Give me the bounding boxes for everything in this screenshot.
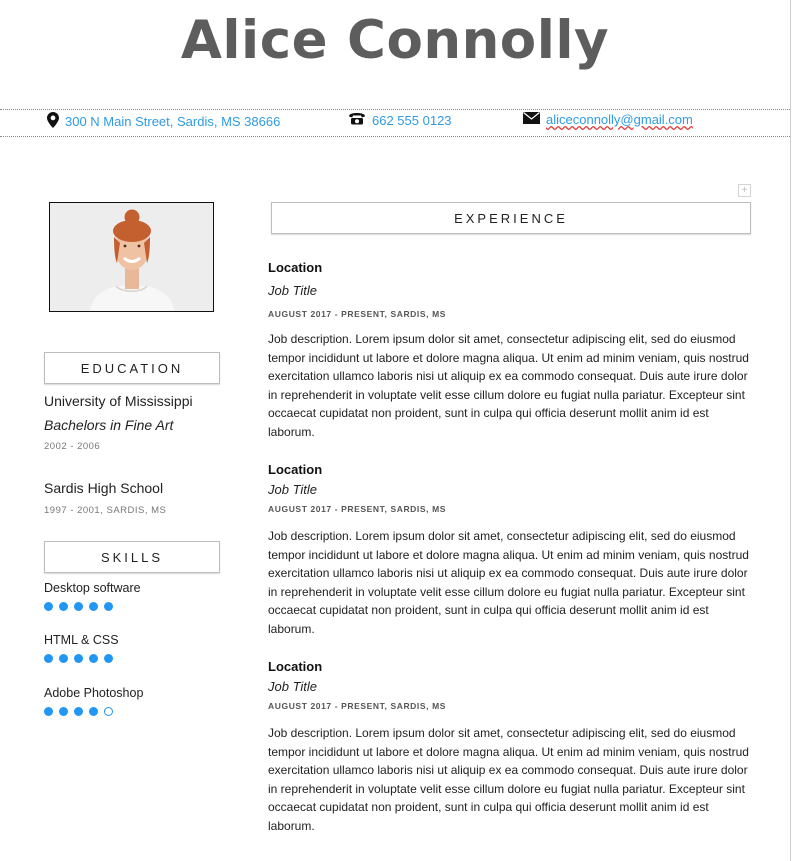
profile-photo <box>49 202 214 312</box>
skill-rating-3 <box>44 707 113 716</box>
education-heading: EDUCATION <box>44 352 220 384</box>
contact-address[interactable] <box>47 112 280 131</box>
skill-name-3: Adobe Photoshop <box>44 686 144 700</box>
resume-name: Alice Connolly <box>180 10 610 71</box>
skill-name-1: Desktop software <box>44 581 141 595</box>
contact-row <box>0 112 790 134</box>
rating-dot-filled <box>59 707 68 716</box>
education-degree-1: Bachelors in Fine Art <box>44 417 174 433</box>
map-pin-icon <box>47 112 59 131</box>
page-edge <box>790 0 791 861</box>
rating-dot-filled <box>44 707 53 716</box>
job-location-1: Location <box>268 260 323 275</box>
envelope-icon <box>523 112 540 127</box>
phone-icon <box>348 112 366 128</box>
job-location-2: Location <box>268 462 323 477</box>
contact-phone[interactable] <box>348 112 452 128</box>
skills-heading: SKILLS <box>44 541 220 573</box>
job-date-3: AUGUST 2017 - PRESENT, SARDIS, MS <box>268 701 447 711</box>
education-school-2: Sardis High School <box>44 480 164 496</box>
skill-name-2: HTML & CSS <box>44 633 119 647</box>
address-text: 300 N Main Street, Sardis, MS 38666 <box>65 114 281 129</box>
skill-rating-2 <box>44 654 113 663</box>
rating-dot-filled <box>104 602 113 611</box>
job-description-2: Job description. Lorem ipsum dolor sit amet, consectetur adipiscing elit, sed do eiusmod tempor incididunt ut labore et dolore magna aliqua. Ut enim ad minim veniam, quis nostrud exercitation ullamco laboris nisi ut aliquip ex ea commodo consequat. Duis aute irure dolor in reprehenderit in voluptate velit esse cillum dolore eu fugiat nulla pariatur. Excepteur sint occaecat cupidatat non proident, sunt in culpa qui officia deserunt mollit anim id est laborum. <box>268 529 749 636</box>
job-date-2: AUGUST 2017 - PRESENT, SARDIS, MS <box>268 504 447 514</box>
rating-dot-empty <box>104 707 113 716</box>
rating-dot-filled <box>74 707 83 716</box>
rating-dot-filled <box>74 654 83 663</box>
job-date-1: AUGUST 2017 - PRESENT, SARDIS, MS <box>268 309 447 319</box>
rating-dot-filled <box>59 602 68 611</box>
rating-dot-filled <box>44 602 53 611</box>
experience-heading: EXPERIENCE <box>271 202 751 234</box>
job-title-3: Job Title <box>268 679 318 694</box>
job-description-1: Job description. Lorem ipsum dolor sit amet, consectetur adipiscing elit, sed do eiusmod tempor incididunt ut labore et dolore magna aliqua. Ut enim ad minim veniam, quis nostrud exercitation ullamco laboris nisi ut aliquip ex ea commodo consequat. Duis aute irure dolor in reprehenderit in voluptate velit esse cillum dolore eu fugiat nulla pariatur. Excepteur sint occaecat cupidatat non proident, sunt in culpa qui officia deserunt mollit anim id est laborum. <box>268 332 749 439</box>
plus-icon[interactable]: + <box>738 184 751 197</box>
skill-rating-1 <box>44 602 113 611</box>
job-description-3: Job description. Lorem ipsum dolor sit amet, consectetur adipiscing elit, sed do eiusmod tempor incididunt ut labore et dolore magna aliqua. Ut enim ad minim veniam, quis nostrud exercitation ullamco laboris nisi ut aliquip ex ea commodo consequat. Duis aute irure dolor in reprehenderit in voluptate velit esse cillum dolore eu fugiat nulla pariatur. Excepteur sint occaecat cupidatat non proident, sunt in culpa qui officia deserunt mollit anim id est laborum. <box>268 726 749 833</box>
job-title-1: Job Title <box>268 283 318 298</box>
rating-dot-filled <box>59 654 68 663</box>
education-meta-1: 2002 - 2006 <box>44 441 101 452</box>
rating-dot-filled <box>89 654 98 663</box>
education-meta-2: 1997 - 2001, SARDIS, MS <box>44 505 167 516</box>
job-location-3: Location <box>268 659 323 674</box>
rating-dot-filled <box>44 654 53 663</box>
rating-dot-filled <box>89 707 98 716</box>
education-school-1: University of Mississippi <box>44 393 193 409</box>
rating-dot-filled <box>89 602 98 611</box>
contact-email[interactable] <box>523 112 693 127</box>
rating-dot-filled <box>74 602 83 611</box>
email-link[interactable]: aliceconnolly@gmail.com <box>546 112 693 127</box>
phone-text: 662 555 0123 <box>372 112 452 128</box>
divider-top <box>0 109 790 110</box>
rating-dot-filled <box>104 654 113 663</box>
divider-bottom <box>0 136 790 137</box>
job-title-2: Job Title <box>268 482 318 497</box>
